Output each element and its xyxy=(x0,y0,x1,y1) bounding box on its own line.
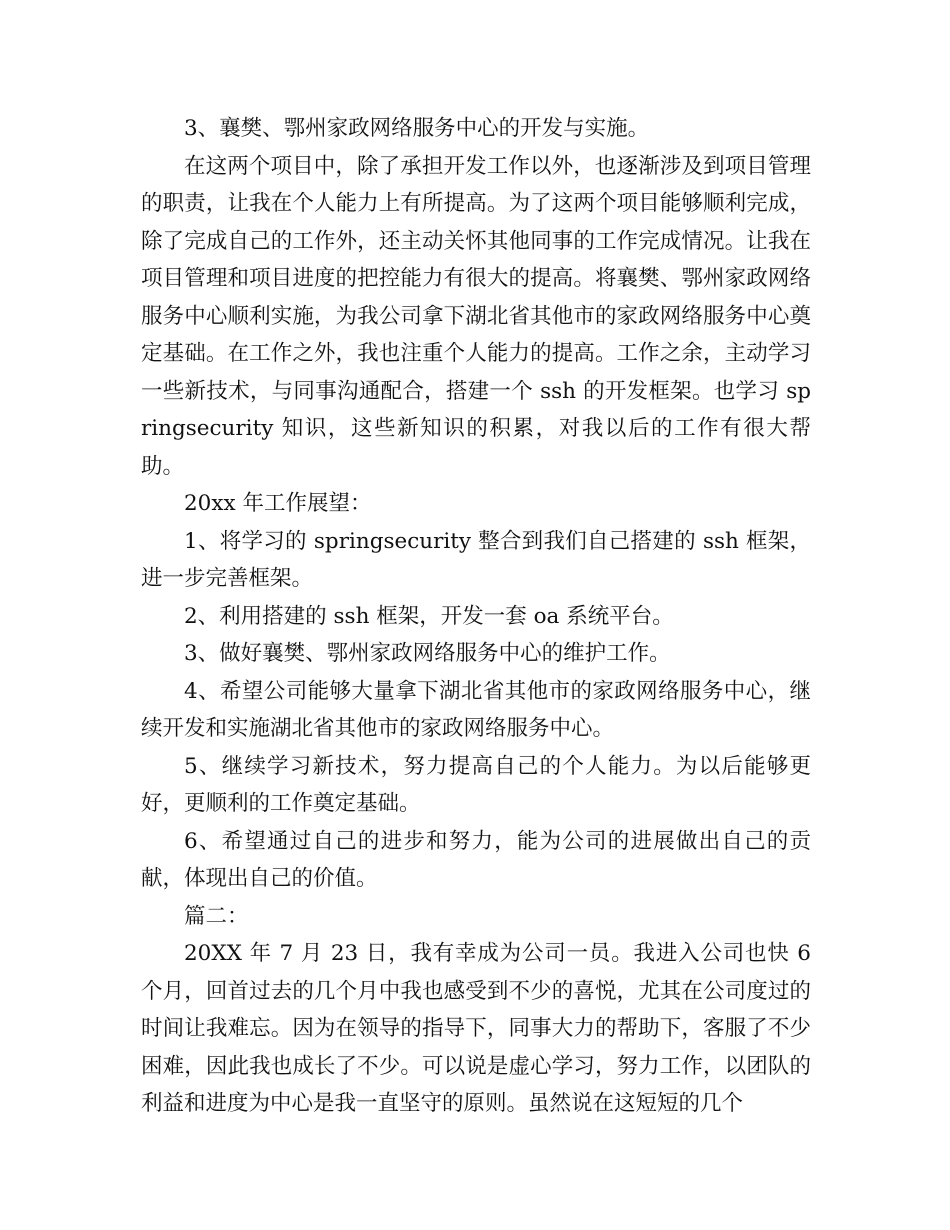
paragraph-outlook-heading: 20xx 年工作展望： xyxy=(184,491,372,516)
paragraph-outlook-item-6: 6、希望通过自己的进步和努力，能为公司的进展做出自己的贡献，体现出自己的价值。 xyxy=(141,828,811,891)
paragraph-outlook-item-1: 1、将学习的 springsecurity 整合到我们自己搭建的 ssh 框架，进一步完善框架。 xyxy=(141,528,811,591)
section-heading-part-two: 篇二： xyxy=(184,903,249,929)
paragraph-project-item-3: 3、襄樊、鄂州家政网络服务中心的开发与实施。 xyxy=(184,116,650,141)
paragraph-outlook-item-2: 2、利用搭建的 ssh 框架，开发一套 oa 系统平台。 xyxy=(184,603,674,629)
paragraph-outlook-item-4: 4、希望公司能够大量拿下湖北省其他市的家政网络服务中心，继续开发和实施湖北省其他市的家政网络服务中心。 xyxy=(141,678,811,741)
paragraph-outlook-item-5: 5、继续学习新技术，努力提高自己的个人能力。为以后能够更好，更顺利的工作奠定基础。 xyxy=(141,753,811,816)
paragraph-project-summary: 在这两个项目中，除了承担开发工作以外，也逐渐涉及到项目管理的职责，让我在个人能力上有所提高。为了这两个项目能够顺利完成，除了完成自己的工作外，还主动关怀其他同事的工作完成情况。让我在项目管理和项目进度的把控能力有很大的提高。将襄樊、鄂州家政网络服务中心顺利实施，为我公司拿下湖北省其他市的家政网络服务中心奠定基础。在工作之外，我也注重个人能力的提高。工作之余，主动学习一些新技术，与同事沟通配合，搭建一个 ssh 的开发框架。也学习 springsecurity 知识，这些新知识的积累，对我以后的工作有很大帮助。 xyxy=(141,153,811,479)
paragraph-part-two-intro: 20XX 年 7 月 23 日，我有幸成为公司一员。我进入公司也快 6 个月，回首过去的几个月中我也感受到不少的喜悦，尤其在公司度过的时间让我难忘。因为在领导的指导下，同事大力的帮助下，客服了不少困难，因此我也成长了不少。可以说是虚心学习，努力工作，以团队的利益和进度为中心是我一直坚守的原则。虽然说在这短短的几个 xyxy=(141,941,811,1116)
paragraph-outlook-item-3: 3、做好襄樊、鄂州家政网络服务中心的维护工作。 xyxy=(184,641,671,666)
document-body xyxy=(141,110,811,1123)
